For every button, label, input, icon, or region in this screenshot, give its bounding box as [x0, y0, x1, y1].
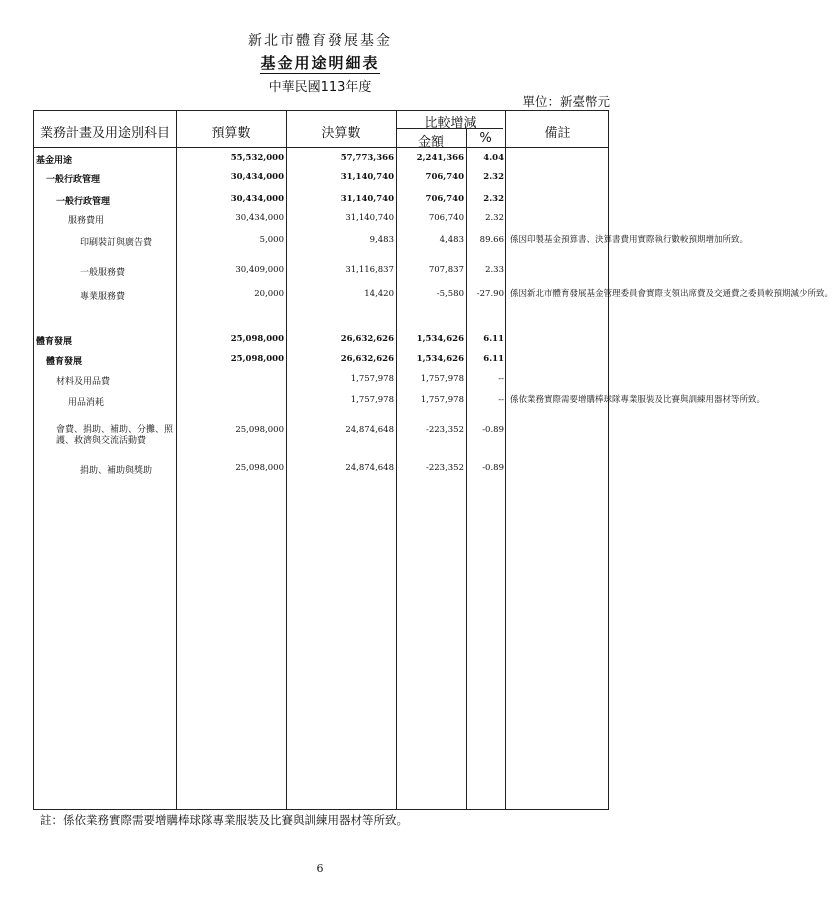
- row-final: 31,116,837: [345, 265, 394, 275]
- row-final: 9,483: [369, 235, 394, 245]
- row-final: 31,140,740: [340, 172, 394, 182]
- row-item: 一般行政管理: [46, 175, 101, 185]
- row-budget: 30,434,000: [230, 172, 284, 182]
- row-amount: 707,837: [428, 265, 464, 275]
- row-amount: 706,740: [425, 172, 464, 182]
- row-amount: 706,740: [425, 194, 464, 204]
- header-percent: %: [479, 131, 492, 146]
- row-item: 體育發展: [46, 357, 83, 367]
- row-item: 一般服務費: [80, 268, 126, 278]
- table-row: [34, 172, 610, 186]
- row-percent: 2.33: [485, 265, 504, 275]
- row-budget: 25,098,000: [235, 463, 284, 473]
- table-row: [34, 213, 610, 227]
- row-item: 專業服務費: [80, 292, 126, 302]
- row-remark: 係因印製基金預算書、決算書費用實際執行數較預期增加所致。: [510, 235, 749, 245]
- page-title: [0, 52, 640, 73]
- row-final: 57,773,366: [340, 153, 394, 163]
- row-percent: 2.32: [483, 194, 504, 204]
- row-budget: 55,532,000: [230, 153, 284, 163]
- row-budget: 5,000: [259, 235, 284, 245]
- row-remark: 係依業務實際需要增購棒球隊專業服裝及比賽與訓練用器材等所致。: [510, 395, 766, 405]
- table-row: [34, 463, 610, 477]
- table-row: [34, 153, 610, 167]
- row-percent: 6.11: [483, 354, 504, 364]
- table-row: [34, 194, 610, 208]
- table-row: [34, 374, 610, 388]
- header-budget: 預算數: [211, 126, 251, 141]
- row-percent: 6.11: [483, 334, 504, 344]
- row-final: 1,757,978: [350, 374, 394, 384]
- row-percent: 89.66: [479, 235, 504, 245]
- table-row: [34, 425, 610, 446]
- row-budget: 30,434,000: [235, 213, 284, 223]
- currency-unit: 單位：新臺幣元: [522, 94, 610, 109]
- row-item: 材料及用品費: [56, 377, 111, 387]
- row-final: 26,632,626: [340, 354, 394, 364]
- row-budget: 25,098,000: [230, 334, 284, 344]
- row-item: 一般行政管理: [56, 197, 111, 207]
- row-percent: 2.32: [485, 213, 504, 223]
- header-amount: 金額: [417, 135, 444, 150]
- row-budget: 20,000: [254, 289, 284, 299]
- row-amount: 1,534,626: [416, 334, 464, 344]
- row-budget: 30,409,000: [235, 265, 284, 275]
- row-final: 31,140,740: [345, 213, 394, 223]
- table-row: [34, 235, 749, 249]
- organization-name: 新北市體育發展基金: [248, 33, 392, 49]
- table-row: [34, 289, 833, 303]
- row-amount: 2,241,366: [416, 153, 464, 163]
- row-item: 印刷裝訂與廣告費: [80, 238, 153, 248]
- table-row: [34, 334, 610, 348]
- header-item: 業務計畫及用途別科目: [39, 126, 170, 141]
- row-item: 用品消耗: [68, 398, 105, 408]
- row-percent: --: [498, 374, 504, 384]
- row-amount: 706,740: [428, 213, 464, 223]
- table-row: [34, 395, 766, 409]
- header-remark: 備註: [544, 126, 571, 141]
- row-percent: 2.32: [483, 172, 504, 182]
- row-item: 基金用途: [36, 156, 73, 166]
- row-percent: 4.04: [483, 153, 504, 163]
- row-item: 捐助、補助與獎助: [80, 466, 153, 476]
- row-item: 服務費用: [68, 216, 105, 226]
- header-compare: 比較增減: [424, 116, 477, 131]
- row-amount: 1,757,978: [420, 395, 464, 405]
- footnote: 註：係依業務實際需要增購棒球隊專業服裝及比賽與訓練用器材等所致。: [40, 813, 408, 827]
- row-percent: -27.90: [476, 289, 504, 299]
- row-budget: 25,098,000: [230, 354, 284, 364]
- row-percent: -0.89: [482, 463, 504, 473]
- row-final: 14,420: [364, 289, 394, 299]
- row-amount: 4,483: [439, 235, 464, 245]
- row-percent: -0.89: [482, 425, 504, 435]
- page-title-text: 基金用途明細表: [260, 54, 380, 72]
- row-amount: 1,757,978: [420, 374, 464, 384]
- page-number: 6: [316, 862, 324, 875]
- fiscal-year: 中華民國113年度: [268, 80, 372, 95]
- row-final: 24,874,648: [345, 463, 394, 473]
- row-amount: 1,534,626: [416, 354, 464, 364]
- row-remark: 係因新北市體育發展基金管理委員會實際支領出席費及交通費之委員較預期減少所致。: [510, 289, 833, 299]
- row-item: 體育發展: [36, 337, 73, 347]
- row-budget: 25,098,000: [235, 425, 284, 435]
- header-bottom-line: [34, 147, 608, 148]
- row-final: 26,632,626: [340, 334, 394, 344]
- row-final: 31,140,740: [340, 194, 394, 204]
- row-final: 1,757,978: [350, 395, 394, 405]
- row-final: 24,874,648: [345, 425, 394, 435]
- row-amount: -5,580: [436, 289, 464, 299]
- row-amount: -223,352: [425, 425, 464, 435]
- row-amount: -223,352: [425, 463, 464, 473]
- row-item: 會費、捐助、補助、分攤、照護、救濟與交流活動費: [56, 425, 174, 446]
- table-row: [34, 354, 610, 368]
- table-row: [34, 265, 610, 279]
- detail-table: [33, 110, 833, 810]
- row-budget: 30,434,000: [230, 194, 284, 204]
- row-percent: --: [498, 395, 504, 405]
- header-final: 決算數: [321, 126, 361, 141]
